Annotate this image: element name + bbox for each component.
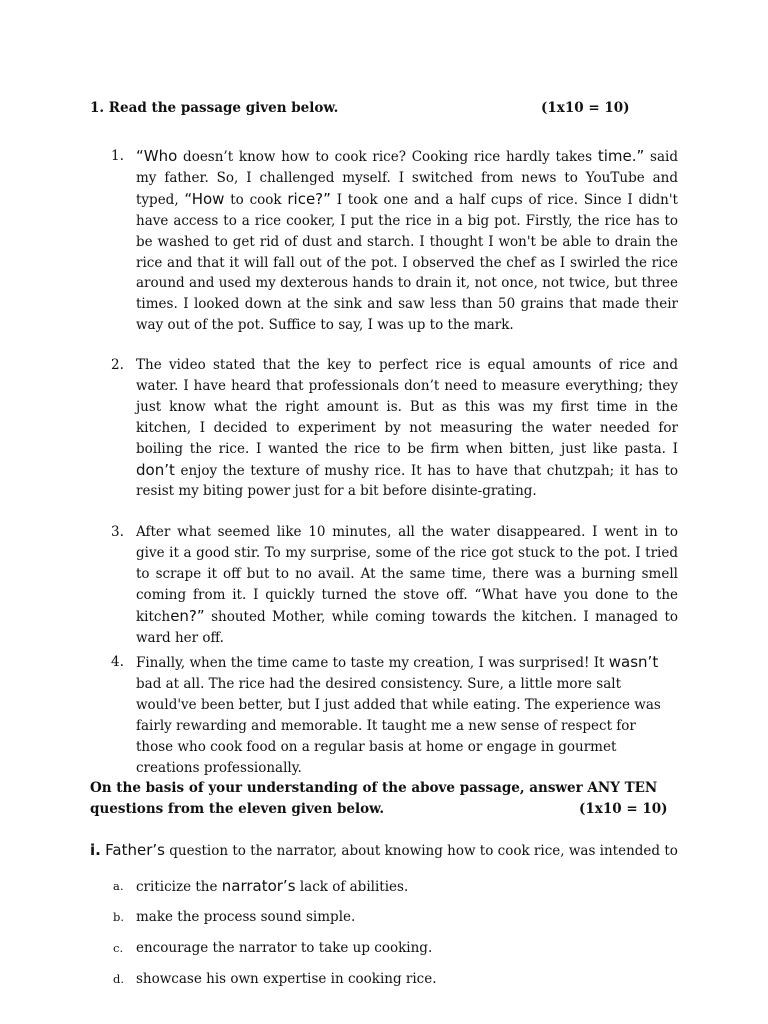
emphasized-text-run: “Who (136, 147, 178, 165)
option-letter: a. (113, 879, 124, 893)
text-run: enjoy the texture of mushy rice. It has to have that chutzpah; it has to resist my biting power just for a bit before disinte-grating. (136, 462, 678, 500)
question-header (90, 98, 630, 118)
subquestion-i (90, 840, 690, 861)
text-run: bad at all. The rice had the desired consistency. Sure, a little more salt would've been better, but I just added that while eating. The experience was fairly rewarding and memorable. It taught me a new sense of respect for those who cook food on a regular basis at home or engage in gourmet creations professionally. (136, 675, 661, 776)
question-marks: (1x10 = 10) (541, 100, 630, 116)
option-letter: d. (113, 972, 125, 986)
paragraph-number: 4. (111, 654, 124, 670)
paragraph-number: 2. (111, 357, 124, 373)
option-b[interactable] (113, 907, 696, 927)
option-text: criticize the (136, 879, 222, 895)
paragraph-number: 1. (111, 148, 124, 164)
paragraph-text (136, 357, 678, 499)
subquestion-text: question to the narrator, about knowing how to cook rice, was intended to (164, 843, 678, 859)
option-text: encourage the narrator to take up cooking. (136, 940, 433, 956)
paragraph-text (136, 149, 678, 333)
emphasized-text-run: en?” (170, 606, 205, 625)
answer-instruction (90, 778, 680, 820)
option-text: showcase his own expertise in cooking rice. (136, 971, 437, 987)
instruction-marks: (1x10 = 10) (579, 800, 668, 817)
text-run: said my father. So, I challenged myself. I switched from news to YouTube and typed, (136, 149, 678, 208)
passage-paragraph-2 (111, 355, 678, 502)
emphasized-text-run: wasn’t (608, 653, 659, 671)
option-text: make the process sound simple. (136, 909, 356, 925)
passage-paragraph-3 (111, 522, 678, 648)
option-letter: c. (113, 941, 124, 955)
instruction-text: On the basis of your understanding of the above passage, answer ANY TEN questions from the eleven given below. (90, 780, 658, 817)
emphasized-text-run: don’t (136, 460, 175, 479)
emphasized-text-run: rice?” (287, 189, 331, 208)
option-d[interactable] (113, 969, 696, 989)
paragraph-text (136, 655, 661, 776)
option-a[interactable] (113, 876, 696, 897)
subquestion-numeral: i. (90, 841, 101, 859)
text-run: I took one and a half cups of rice. Since I didn't have access to a rice cooker, I put the rice in a big pot. Firstly, the rice has to be washed to get rid of dust and starch. I thought I won't be able to drain the rice and that it will fall out of the pot. I observed the chef as I swirled the rice around and used my dexterous hands to drain it, not once, not twice, but three times. I looked down at the sink and saw less than 50 grains that made their way out of the pot. Suffice to say, I was up to the mark. (136, 191, 678, 334)
paragraph-number: 3. (111, 524, 124, 540)
text-run: doesn’t know how to cook rice? Cooking rice hardly takes (177, 149, 598, 165)
passage-paragraph-4 (111, 652, 666, 778)
question-title: 1. Read the passage given below. (90, 100, 339, 116)
subquestion-subject: Father’s (105, 841, 165, 859)
option-letter: b. (113, 910, 125, 924)
text-run: to cook (224, 191, 288, 208)
text-run: The video stated that the key to perfect rice is equal amounts of rice and water. I have heard that professionals don’t need to measure everything; they just know what the right amount is. But as this was my first time in the kitchen, I decided to experiment by not measuring the water needed for boiling the rice. I wanted the rice to be firm when bitten, just like pasta. I (136, 357, 678, 457)
option-c[interactable] (113, 938, 696, 958)
passage-paragraph-1 (111, 146, 678, 336)
text-run: Finally, when the time came to taste my creation, I was surprised! It (136, 655, 609, 671)
text-run: shouted Mother, while coming towards the kitchen. I managed to ward her off. (136, 608, 678, 646)
option-text-end: lack of abilities. (295, 879, 409, 895)
option-emphasis: narrator’s (221, 877, 296, 895)
text-run: After what seemed like 10 minutes, all the water disappeared. I went in to give it a good stir. To my surprise, some of the rice got stuck to the pot. I tried to scrape it off but to no avail. At the same time, there was a burning smell coming from it. I quickly turned the stove off. “What have you done to the kitch (136, 524, 678, 625)
emphasized-text-run: time.” (597, 147, 645, 165)
emphasized-text-run: “How (184, 189, 225, 208)
paragraph-text (136, 524, 678, 646)
